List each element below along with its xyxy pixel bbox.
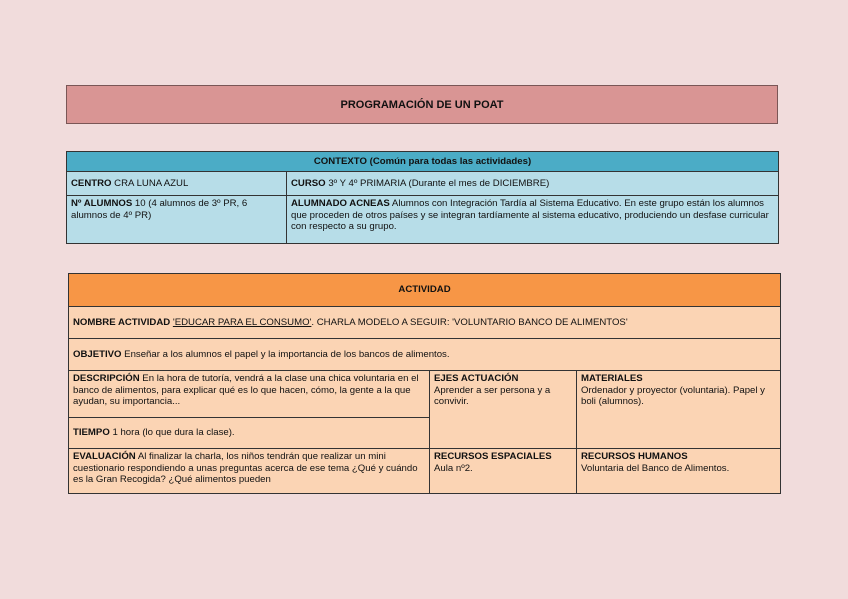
objetivo-cell [69, 339, 781, 371]
alumnos-cell [67, 196, 287, 244]
recursos-humanos-value: Voluntaria del Banco de Alimentos. [581, 462, 730, 474]
contexto-table [66, 151, 779, 244]
nombre-link[interactable]: 'EDUCAR PARA EL CONSUMO' [172, 316, 312, 328]
centro-label: CENTRO [71, 177, 112, 189]
materiales-label: MATERIALES [581, 373, 643, 384]
tiempo-cell [69, 418, 430, 449]
objetivo-label: OBJETIVO [73, 348, 122, 360]
tiempo-value: 1 hora (lo que dura la clase). [109, 427, 235, 439]
materiales-value: Ordenador y proyector (voluntaria). Papel y boli (alumnos). [581, 384, 765, 407]
recursos-espaciales-label: RECURSOS ESPACIALES [434, 451, 552, 462]
curso-label: CURSO [291, 177, 326, 189]
evaluacion-label: EVALUACIÓN [73, 451, 136, 462]
recursos-humanos-cell [577, 449, 781, 494]
acneas-cell [287, 196, 779, 244]
materiales-cell [577, 371, 781, 449]
descripcion-label: DESCRIPCIÓN [73, 373, 140, 384]
evaluacion-cell [69, 449, 430, 494]
nombre-rest: . CHARLA MODELO A SEGUIR: 'VOLUNTARIO BANCO DE ALIMENTOS' [311, 316, 628, 328]
recursos-humanos-label: RECURSOS HUMANOS [581, 451, 688, 462]
curso-value: 3º Y 4º PRIMARIA (Durante el mes de DICIEMBRE) [325, 177, 550, 189]
acneas-label: ALUMNADO ACNEAS [291, 198, 390, 209]
recursos-espaciales-cell [430, 449, 577, 494]
page-title: PROGRAMACIÓN DE UN POAT [66, 85, 778, 124]
centro-cell [67, 172, 287, 196]
descripcion-cell [69, 371, 430, 418]
alumnos-label: Nº ALUMNOS [71, 198, 133, 209]
recursos-espaciales-value: Aula nº2. [434, 462, 473, 474]
curso-cell [287, 172, 779, 196]
descripcion-value: En la hora de tutoría, vendrá a la clase una chica voluntaria en el banco de alimentos, para explicar qué es lo que hacen, cómo, la gente a la que ayudan, su importancia... [73, 373, 419, 407]
ejes-cell [430, 371, 577, 449]
nombre-label: NOMBRE ACTIVIDAD [73, 316, 171, 328]
actividad-table [68, 273, 781, 494]
actividad-header: ACTIVIDAD [69, 274, 781, 307]
ejes-value: Aprender a ser persona y a convivir. [434, 384, 551, 407]
acneas-value: Alumnos con Integración Tardía al Sistema Educativo. En este grupo están los alumnos que proceden de otros países y se integran tardíamente al sistema educativo, produciendo un desfase curricular con respecto a su grupo. [291, 198, 769, 232]
objetivo-value: Enseñar a los alumnos el papel y la importancia de los bancos de alimentos. [121, 348, 450, 360]
alumnos-value: 10 (4 alumnos de 3º PR, 6 alumnos de 4º PR) [71, 198, 248, 221]
ejes-label: EJES ACTUACIÓN [434, 373, 519, 384]
contexto-header: CONTEXTO (Común para todas las actividades) [67, 152, 779, 172]
centro-value: CRA LUNA AZUL [111, 177, 189, 189]
evaluacion-value: Al finalizar la charla, los niños tendrán que realizar un mini cuestionario respondiendo a unas preguntas acerca de ese tema ¿Qué y cuándo es la Gran Recogida? ¿Qué alimentos pueden [73, 451, 418, 485]
nombre-cell [69, 307, 781, 339]
tiempo-label: TIEMPO [73, 427, 110, 439]
